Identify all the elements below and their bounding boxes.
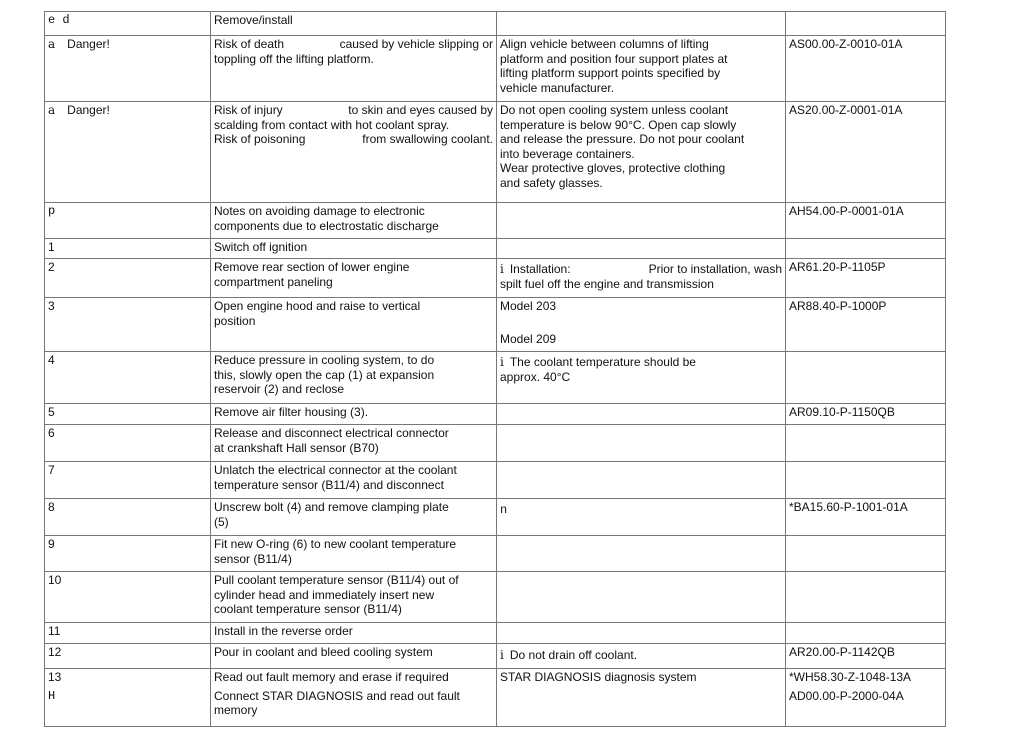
reference-cell — [786, 623, 946, 644]
reference-cell — [786, 669, 946, 727]
step-number: 9 — [45, 536, 211, 572]
measure-line: platform and position four support plates at — [500, 51, 728, 66]
reference-link[interactable]: AR88.40-P-1000P — [786, 298, 946, 352]
risk-title: Risk of poisoning — [214, 132, 306, 146]
step-number-cell — [45, 669, 211, 727]
note-text-cont: spilt fuel off the engine and transmission — [500, 276, 714, 291]
risk-cause-cont: toppling off the lifting platform. — [214, 51, 374, 66]
table-row — [45, 12, 946, 36]
reference-link[interactable]: *BA15.60-P-1001-01A — [786, 499, 946, 536]
measure-line: temperature is below 90°C. Open cap slowly — [500, 117, 737, 132]
step-line: compartment paneling — [214, 274, 333, 289]
risk-cause-cont: scalding from contact with hot coolant spray. — [214, 117, 450, 132]
procedure-table — [44, 11, 946, 727]
step-line: Remove rear section of lower engine — [214, 260, 410, 274]
step-line: Notes on avoiding damage to electronic — [214, 204, 425, 218]
step-line: sensor (B11/4) — [214, 551, 292, 566]
step-line: Pull coolant temperature sensor (B11/4) out of — [214, 573, 459, 587]
reference-link[interactable]: AR20.00-P-1142QB — [786, 644, 946, 669]
header-title-cell: Remove/install — [211, 12, 497, 36]
step-text-cell — [211, 203, 497, 239]
table-row — [45, 352, 946, 404]
model-cell — [497, 298, 786, 352]
measure-line: Do not open cooling system unless coolant — [500, 103, 729, 117]
step-line: cylinder head and immediately insert new — [214, 587, 435, 602]
step-number: 5 — [45, 404, 211, 425]
step-number: 13 — [48, 670, 62, 684]
step-text-cell — [211, 259, 497, 298]
step-line: coolant temperature sensor (B11/4) — [214, 602, 402, 616]
step-line: at crankshaft Hall sensor (B70) — [214, 440, 379, 455]
reference-link[interactable]: *WH58.30-Z-1048-13A — [789, 670, 912, 684]
table-row — [45, 36, 946, 102]
table-row — [45, 462, 946, 499]
note-cell — [497, 425, 786, 462]
note-cell — [497, 259, 786, 298]
step-text-cell — [211, 623, 497, 644]
step-line: Connect STAR DIAGNOSIS and read out fault — [214, 688, 460, 703]
step-text-cell — [211, 239, 497, 259]
step-number: 8 — [45, 499, 211, 536]
step-line: temperature sensor (B11/4) and disconnect — [214, 477, 444, 492]
note-text: Prior to installation, wash — [648, 262, 782, 276]
danger-label: Danger! — [67, 37, 110, 51]
table-row — [45, 572, 946, 623]
esd-symbol-cell: p — [45, 203, 211, 239]
measure-line: Wear protective gloves, protective clothing — [500, 161, 726, 175]
reference-link[interactable]: AH54.00-P-0001-01A — [786, 203, 946, 239]
step-text-cell — [211, 499, 497, 536]
table-row — [45, 623, 946, 644]
step-text-cell — [211, 572, 497, 623]
step-line: Open engine hood and raise to vertical — [214, 299, 421, 313]
note-cell — [497, 572, 786, 623]
step-line: Switch off ignition — [214, 240, 308, 254]
step-number: 11 — [45, 623, 211, 644]
warning-icon: a — [48, 37, 56, 51]
step-line: Reduce pressure in cooling system, to do — [214, 353, 435, 367]
step-line: Unlatch the electrical connector at the coolant — [214, 463, 457, 477]
step-line: Release and disconnect electrical connector — [214, 426, 449, 440]
step-text-cell — [211, 425, 497, 462]
measure-cell — [497, 36, 786, 102]
note-cell — [497, 203, 786, 239]
step-line: (5) — [214, 514, 229, 529]
step-number: 6 — [45, 425, 211, 462]
step-line: Remove air filter housing (3). — [214, 405, 369, 419]
measure-line: into beverage containers. — [500, 146, 635, 161]
step-line: Read out fault memory and erase if required — [214, 670, 449, 684]
note-text: The coolant temperature should be — [509, 355, 696, 369]
table-row — [45, 239, 946, 259]
info-icon: i — [500, 262, 504, 276]
table-row — [45, 425, 946, 462]
step-number: 2 — [45, 259, 211, 298]
note-title: Installation: — [509, 262, 571, 276]
note-symbol-icon: n — [500, 503, 508, 517]
measure-line: Align vehicle between columns of lifting — [500, 37, 709, 51]
measure-cell — [497, 102, 786, 203]
step-text-cell — [211, 352, 497, 404]
table-row — [45, 102, 946, 203]
diagnosis-symbol-icon: H — [48, 688, 56, 703]
step-line: Unscrew bolt (4) and remove clamping plate — [214, 500, 449, 514]
step-text-cell — [211, 404, 497, 425]
step-line: Pour in coolant and bleed cooling system — [214, 645, 433, 659]
risk-cell — [211, 102, 497, 203]
measure-line: lifting platform support points specified by — [500, 66, 721, 80]
step-number: 1 — [45, 239, 211, 259]
header-ref-cell — [786, 12, 946, 36]
model-label: Model 209 — [500, 331, 557, 346]
step-line: this, slowly open the cap (1) at expansion — [214, 367, 435, 382]
step-line: reservoir (2) and reclose — [214, 382, 345, 396]
note-cell — [497, 499, 786, 536]
table-row — [45, 404, 946, 425]
reference-cell — [786, 462, 946, 499]
model-label: Model 203 — [500, 299, 557, 313]
table-row — [45, 536, 946, 572]
table-row — [45, 669, 946, 727]
risk-title: Risk of death — [214, 37, 285, 51]
step-line: position — [214, 313, 256, 328]
reference-link[interactable]: AS20.00-Z-0001-01A — [786, 102, 946, 203]
measure-line: vehicle manufacturer. — [500, 80, 615, 95]
step-text-cell — [211, 644, 497, 669]
table-row — [45, 499, 946, 536]
reference-link[interactable]: AR61.20-P-1105P — [786, 259, 946, 298]
reference-link[interactable]: AD00.00-P-2000-04A — [789, 688, 904, 703]
step-line: memory — [214, 703, 258, 717]
table-row — [45, 203, 946, 239]
note-cell — [497, 536, 786, 572]
note-cell — [497, 462, 786, 499]
risk-cell — [211, 36, 497, 102]
table-row — [45, 644, 946, 669]
reference-cell — [786, 352, 946, 404]
step-text-cell — [211, 462, 497, 499]
danger-cell — [45, 36, 211, 102]
danger-cell — [45, 102, 211, 203]
note-cell — [497, 352, 786, 404]
measure-line: and release the pressure. Do not pour coolant — [500, 132, 745, 146]
note-cell — [497, 239, 786, 259]
note-cell — [497, 644, 786, 669]
measure-line: and safety glasses. — [500, 175, 603, 190]
info-icon: i — [500, 648, 504, 662]
reference-link[interactable]: AR09.10-P-1150QB — [786, 404, 946, 425]
step-number: 4 — [45, 352, 211, 404]
step-line: Fit new O-ring (6) to new coolant temperature — [214, 537, 457, 551]
table-row — [45, 259, 946, 298]
reference-cell — [786, 572, 946, 623]
reference-cell — [786, 239, 946, 259]
risk-cause: from swallowing coolant. — [362, 132, 493, 146]
step-text-cell — [211, 298, 497, 352]
note-text-cont: approx. 40°C — [500, 369, 571, 384]
table-row — [45, 298, 946, 352]
danger-label: Danger! — [67, 103, 110, 117]
note-cell — [497, 404, 786, 425]
step-text-cell — [211, 669, 497, 727]
note-cell: STAR DIAGNOSIS diagnosis system — [497, 669, 786, 727]
step-number: 3 — [45, 298, 211, 352]
step-number: 10 — [45, 572, 211, 623]
reference-cell — [786, 536, 946, 572]
warning-icon: a — [48, 103, 56, 117]
reference-cell — [786, 425, 946, 462]
step-line: Install in the reverse order — [214, 624, 353, 638]
note-cell — [497, 623, 786, 644]
step-number: 12 — [45, 644, 211, 669]
reference-link[interactable]: AS00.00-Z-0010-01A — [786, 36, 946, 102]
risk-cause: caused by vehicle slipping or — [339, 37, 493, 51]
step-line: components due to electrostatic discharge — [214, 218, 439, 233]
risk-title: Risk of injury — [214, 103, 283, 117]
step-text-cell — [211, 536, 497, 572]
risk-cause: to skin and eyes caused by — [348, 103, 493, 117]
note-text: Do not drain off coolant. — [509, 648, 638, 662]
header-symbol-cell: e d — [45, 12, 211, 36]
info-icon: i — [500, 355, 504, 369]
step-number: 7 — [45, 462, 211, 499]
header-note-cell — [497, 12, 786, 36]
